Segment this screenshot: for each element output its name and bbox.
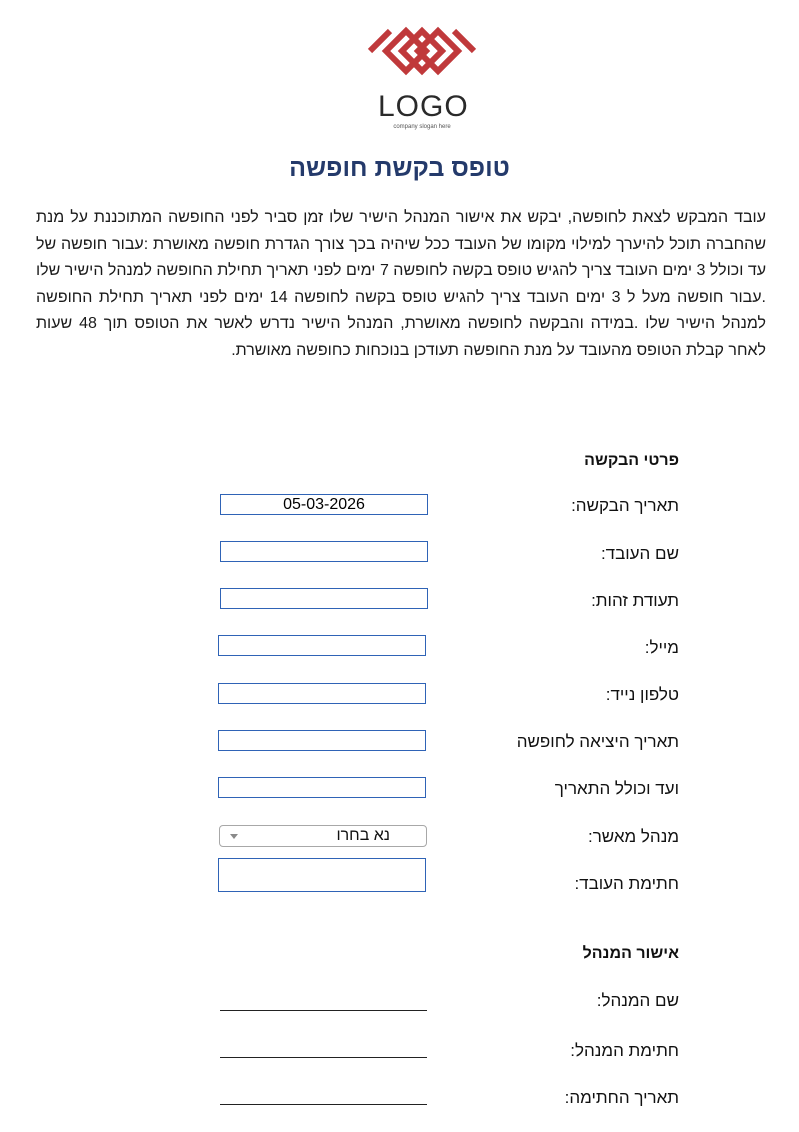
manager-name-label: שם המנהל: — [596, 991, 679, 1010]
logo-text: LOGO — [378, 90, 469, 123]
end-date-label: ועד וכולל התאריך — [554, 779, 679, 798]
end-date-field[interactable] — [218, 777, 426, 798]
logo-slogan: company slogan here — [393, 124, 451, 130]
manager-signature-line[interactable] — [220, 1057, 427, 1058]
intro-paragraph: עובד המבקש לצאת לחופשה, יבקש את אישור המנהל הישיר שלו זמן סביר לפני החופשה המתוכננת על מנת שהחברה תוכל להיערך למילוי מקומו של העובד ככל שיהיה בכך צורך הגדרת חופשה מאושרת :עבור חופשה של עד וכולל 3 ימים העובד צריך להגיש טופס בקשה לחופשה 7 ימים לפני תאריך תחילת החופשה למנהל הישיר שלו .עבור חופשה מעל ל 3 ימים העובד צריך להגיש טופס בקשה לחופשה 14 ימים לפני תאריך תחילת החופשה למנהל הישיר שלו .במידה והבקשה לחופשה מאושרת, המנהל הישיר נדרש לאשר את הטופס תוך 48 שעות לאחר קבלת הטופס מהעובד על מנת החופשה תעודכן בנוכחות כחופשה מאושרת. — [36, 209, 767, 359]
page-title: טופס בקשת חופשה — [289, 154, 510, 182]
start-date-field[interactable] — [218, 730, 426, 751]
employee-name-field[interactable] — [220, 541, 428, 562]
mobile-field[interactable] — [218, 683, 426, 704]
manager-signature-label: חתימת המנהל: — [570, 1041, 679, 1060]
email-field[interactable] — [218, 635, 426, 656]
approver-label: מנהל מאשר: — [587, 827, 679, 846]
manager-name-line[interactable] — [220, 1010, 427, 1011]
email-label: מייל: — [644, 638, 679, 657]
employee-signature-label: חתימת העובד: — [574, 874, 679, 893]
id-number-label: תעודת זהות: — [591, 591, 679, 610]
request-date-label: תאריך הבקשה: — [571, 496, 679, 515]
logo-icon — [364, 16, 480, 86]
employee-signature-field[interactable] — [218, 858, 426, 892]
manager-section-heading: אישור המנהל — [582, 945, 679, 962]
approver-select[interactable] — [219, 825, 427, 847]
id-number-field[interactable] — [220, 588, 428, 609]
chevron-down-icon — [230, 834, 238, 839]
signature-date-line[interactable] — [220, 1104, 427, 1105]
employee-name-label: שם העובד: — [600, 544, 679, 563]
signature-date-label: תאריך החתימה: — [564, 1088, 679, 1107]
mobile-label: טלפון נייד: — [605, 685, 679, 704]
request-date-field[interactable]: 05-03-2026 — [220, 494, 428, 515]
request-section-heading: פרטי הבקשה — [584, 452, 679, 469]
start-date-label: תאריך היציאה לחופשה — [516, 732, 679, 751]
approver-selected-value: נא בחרו — [336, 827, 390, 844]
